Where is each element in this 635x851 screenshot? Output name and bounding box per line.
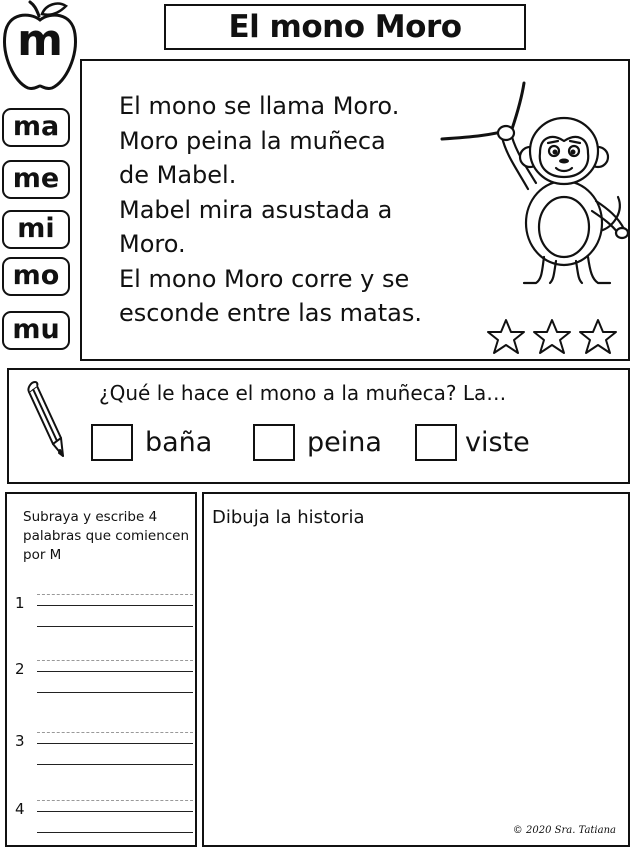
writing-line [37,743,193,744]
word-instruction: Subraya y escribe 4 palabras que comiencen por M [23,509,190,563]
apple-letter-badge [0,0,80,92]
apple-letter: m [17,15,63,66]
drawing-title: Dibuja la historia [212,507,365,528]
story-line: El mono Moro corre y se [119,264,410,293]
story-box [80,59,630,361]
guide-line [37,660,193,661]
writing-line [37,692,193,693]
word-row-4[interactable] [15,796,193,836]
story-line: de Mabel. [119,161,237,189]
story-line: Mabel mira asustada a [119,195,393,224]
guide-line [37,732,193,733]
option-checkbox[interactable] [91,424,133,461]
writing-line [37,811,193,812]
writing-line [37,605,193,606]
writing-line [37,671,193,672]
story-line: Moro. [119,230,186,258]
pencil-icon [25,378,69,460]
syllable-mu: mu [2,311,70,350]
page-title: El mono Moro [164,4,526,50]
option-checkbox[interactable] [415,424,457,461]
copyright-text: © 2020 Sra. Tatiana [512,825,616,836]
word-row-1[interactable] [15,590,193,630]
writing-line [37,764,193,765]
syllable-mo: mo [2,257,70,296]
word-number: 1 [15,594,25,612]
story-line: El mono se llama Moro. [119,92,400,120]
star-icon [580,320,616,353]
star-icon [534,320,570,353]
option-label: viste [465,427,530,458]
star-icon [488,320,524,353]
writing-line [37,626,193,627]
word-number: 3 [15,732,25,750]
guide-line [37,594,193,595]
drawing-area[interactable] [202,492,630,847]
option-label: peina [307,427,382,458]
guide-line [37,800,193,801]
word-row-3[interactable] [15,728,193,768]
syllable-ma: ma [2,108,70,147]
word-number: 2 [15,660,25,678]
word-writing-box [5,492,197,847]
syllable-mi: mi [2,210,70,249]
writing-line [37,832,193,833]
question-box [7,368,630,484]
option-label: baña [145,427,213,458]
monkey-illustration [432,71,628,287]
word-row-2[interactable] [15,656,193,696]
story-line: Moro peina la muñeca [119,126,386,155]
story-line: esconde entre las matas. [119,299,422,327]
syllable-me: me [2,160,70,199]
rating-stars [484,317,624,357]
word-number: 4 [15,800,25,818]
question-text: ¿Qué le hace el mono a la muñeca? La… [99,381,507,405]
option-checkbox[interactable] [253,424,295,461]
